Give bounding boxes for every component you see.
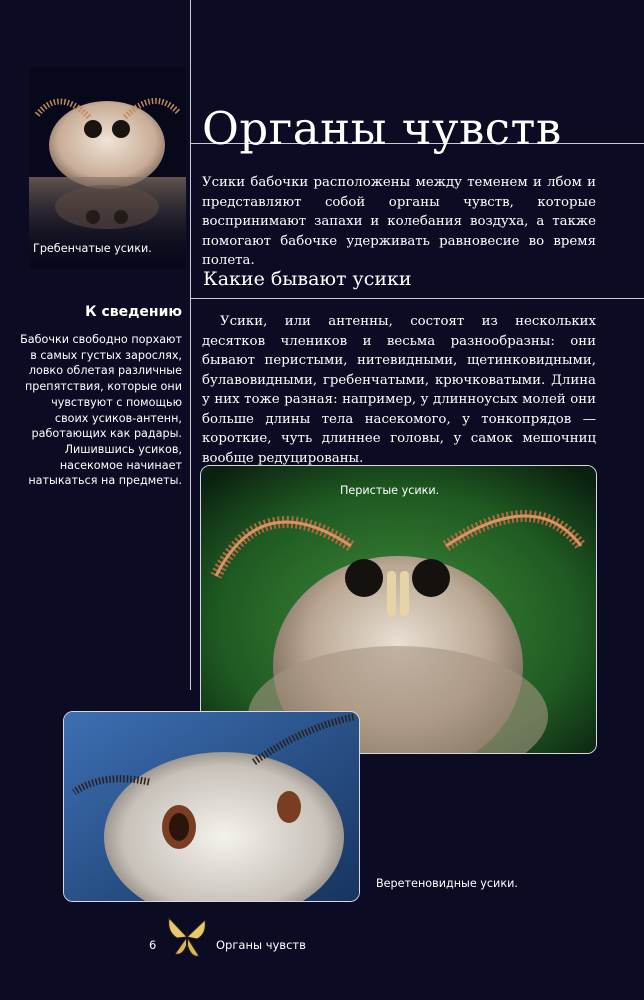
sidebar-text: Бабочки свободно порхают в самых густых зарослях, ловко облетая различные препятствия, которые они чувствуют с помощью своих усиков-антенн, работающих как радары. Лишившись усиков, насекомое начинает натыкаться на предметы.	[20, 333, 182, 488]
section-title: Какие бывают усики	[203, 268, 412, 290]
footer-section-label: Органы чувств	[216, 938, 306, 952]
butterfly-icon	[165, 912, 209, 962]
caption-pectinate: Гребенчатые усики.	[33, 242, 152, 255]
page-title: Органы чувств	[202, 102, 562, 156]
pectinate-moth-photo	[29, 67, 186, 269]
vertical-rule	[190, 0, 191, 690]
caption-spindle: Веретеновидные усики.	[376, 877, 518, 890]
section-body: Усики, или антенны, состоят из нескольких десятков члеников и весьма разнообразны: они бывают перистыми, нитевидными, щетинковидными, булавовидными, гребенчатыми, крючковатыми. Длина у них тоже разная: например, у длинноусых молей они больше длины тела насекомого, у тонкопрядов — короткие, чуть длиннее головы, у самок мешочниц вообще редуцированы.	[202, 314, 596, 466]
moth-illustration	[64, 712, 359, 901]
page-number: 6	[149, 938, 157, 952]
moth-illustration	[201, 466, 596, 753]
moth-illustration	[29, 67, 186, 269]
intro-paragraph: Усики бабочки расположены между теменем и лбом и представляют собой органы чувств, которые воспринимают запахи и колебания воздуха, а также помогают бабочке удерживать равновесие во время полета.	[202, 175, 596, 268]
spindle-moth-photo	[63, 711, 360, 902]
subtitle-rule	[190, 298, 644, 299]
sidebar-title: К сведению	[85, 304, 182, 320]
caption-feathery: Перистые усики.	[340, 484, 440, 497]
